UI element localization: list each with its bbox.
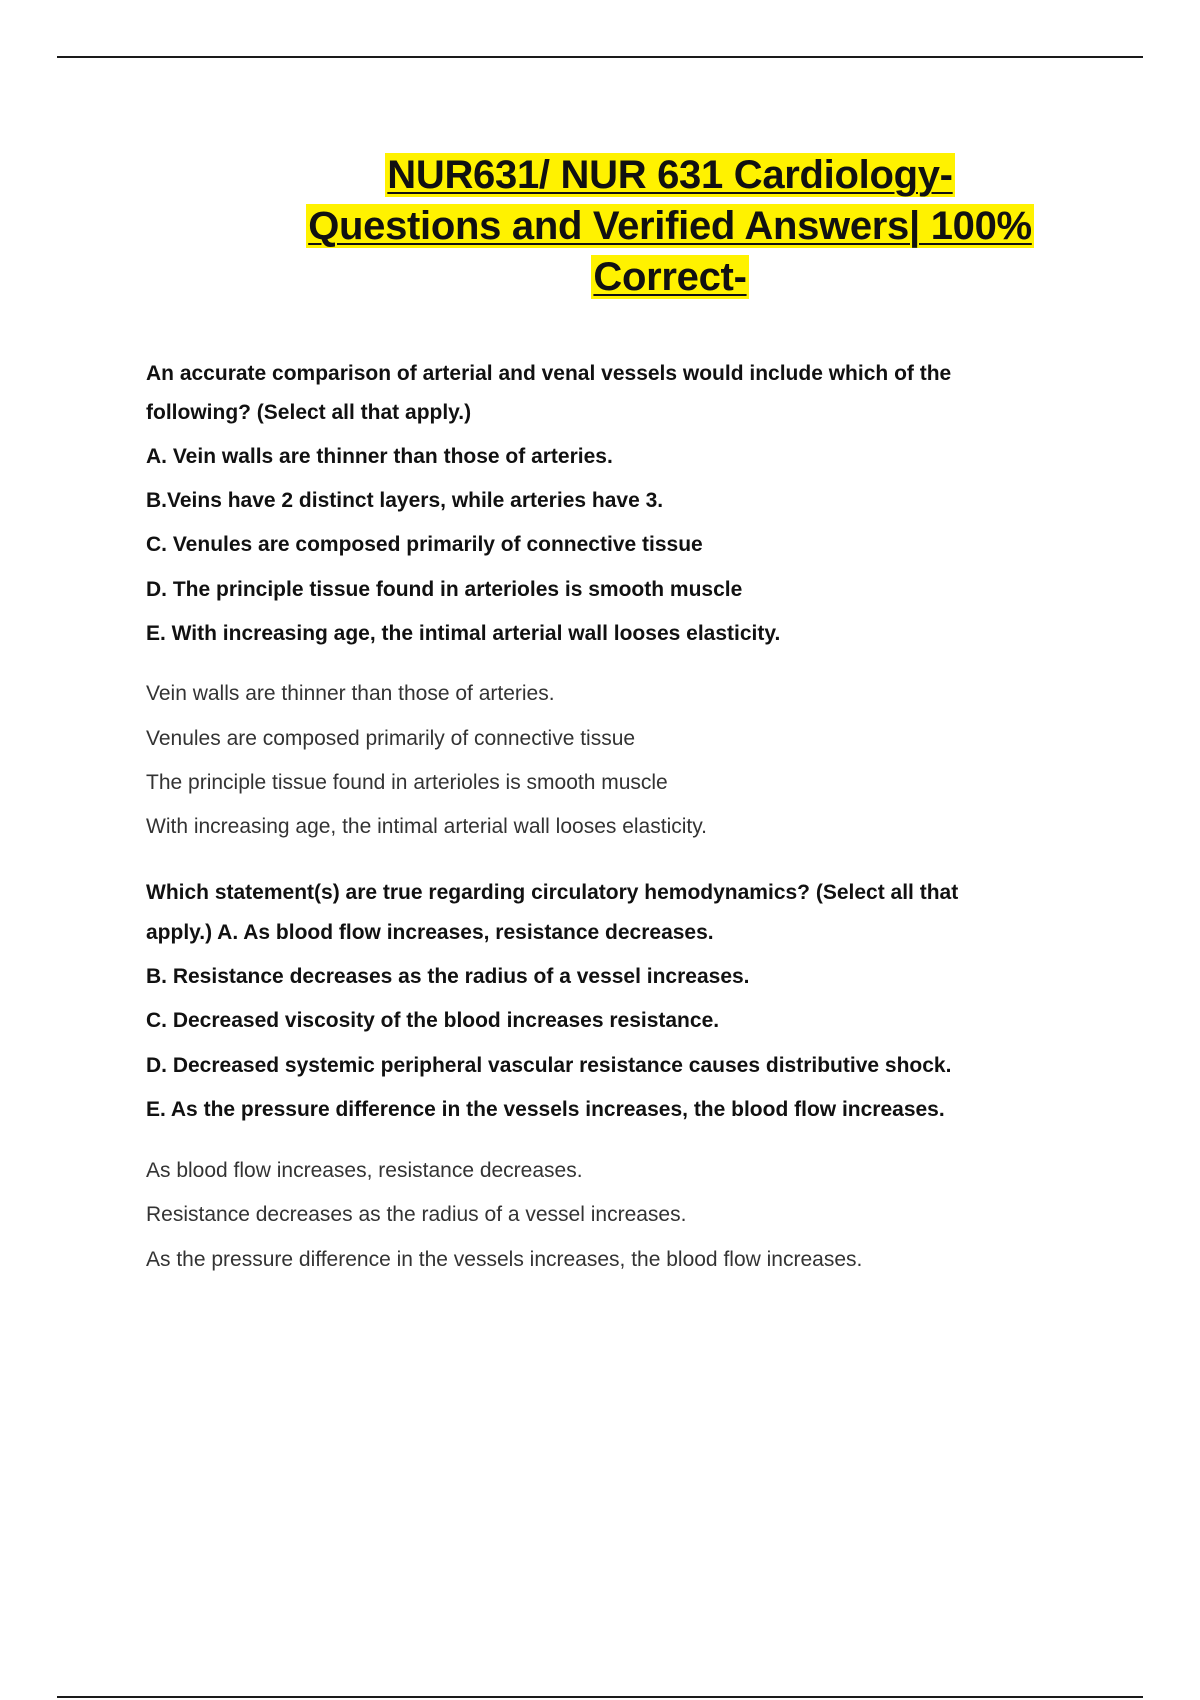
question-1-option-d: D. The principle tissue found in arterioles is smooth muscle <box>146 578 743 601</box>
question-2-option-e: E. As the pressure difference in the vessels increases, the blood flow increases. <box>146 1098 945 1121</box>
question-1-answer: With increasing age, the intimal arterial wall looses elasticity. <box>146 815 708 838</box>
question-2-answer: As blood flow increases, resistance decreases. <box>146 1159 583 1182</box>
question-1-stem: An accurate comparison of arterial and venal vessels would include which of the <box>146 362 952 385</box>
question-2-stem: apply.) A. As blood flow increases, resistance decreases. <box>146 921 714 944</box>
question-1-stem: following? (Select all that apply.) <box>146 401 472 424</box>
question-1-option-e: E. With increasing age, the intimal arterial wall looses elasticity. <box>146 622 781 645</box>
question-2-option-d: D. Decreased systemic peripheral vascular resistance causes distributive shock. <box>146 1054 952 1077</box>
question-1-option-b: B.Veins have 2 distinct layers, while arteries have 3. <box>146 489 664 512</box>
title-line-1: NUR631/ NUR 631 Cardiology- <box>387 153 953 197</box>
question-1-answer: Venules are composed primarily of connective tissue <box>146 727 636 750</box>
question-1-answer: Vein walls are thinner than those of arteries. <box>146 682 555 705</box>
question-1-answer: The principle tissue found in arterioles is smooth muscle <box>146 771 668 794</box>
bottom-rule <box>57 1696 1143 1698</box>
question-2-option-b: B. Resistance decreases as the radius of a vessel increases. <box>146 965 750 988</box>
question-2-stem: Which statement(s) are true regarding circulatory hemodynamics? (Select all that <box>146 881 959 904</box>
title-line-3: Correct- <box>593 255 747 299</box>
question-2-answer: Resistance decreases as the radius of a vessel increases. <box>146 1203 687 1226</box>
question-1-option-a: A. Vein walls are thinner than those of arteries. <box>146 445 613 468</box>
question-2-answer: As the pressure difference in the vessels increases, the blood flow increases. <box>146 1248 863 1271</box>
question-1-option-c: C. Venules are composed primarily of connective tissue <box>146 533 703 556</box>
question-2-option-c: C. Decreased viscosity of the blood increases resistance. <box>146 1009 720 1032</box>
title-line-2: Questions and Verified Answers| 100% <box>308 204 1032 248</box>
